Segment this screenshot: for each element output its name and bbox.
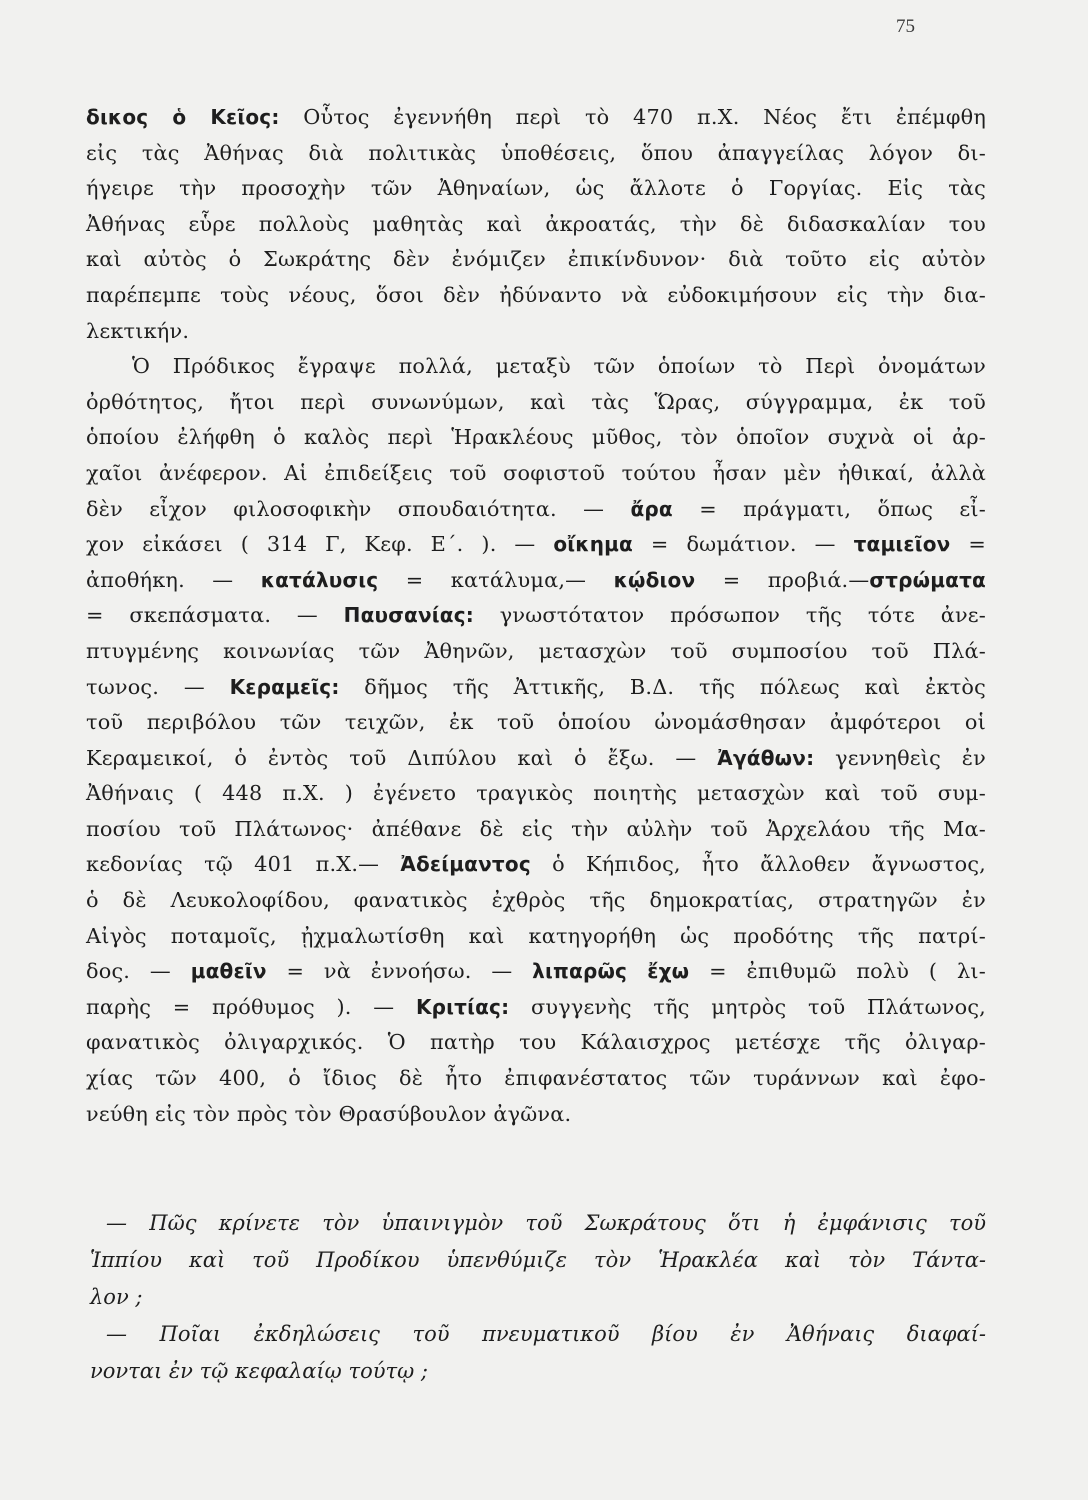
text-run: λεκτικήν.: [86, 318, 190, 343]
text-run: ὁ δὲ Λευκολοφίδου, φανατικὸς ἐχθρὸς τῆς δημοκρατίας, στρατηγῶν ἐν: [86, 888, 986, 913]
text-line: [86, 527, 986, 563]
text-line: [86, 207, 986, 243]
text-line: [86, 171, 986, 207]
text-run: δὲν εἶχον φιλοσοφικὴν σπουδαιότητα. —: [86, 496, 631, 521]
text-line: [86, 883, 986, 919]
text-line: [86, 563, 986, 599]
question-line: λον ;: [90, 1285, 143, 1309]
text-run: νεύθη εἰς τὸν πρὸς τὸν Θρασύβουλον ἀγῶνα.: [86, 1101, 572, 1126]
text-run: δῆμος τῆς Ἀττικῆς, Β.Δ. τῆς πόλεως καὶ ἐκτὸς: [339, 674, 986, 699]
text-run: Ἀθήνας εὗρε πολλοὺς μαθητὰς καὶ ἀκροατάς, τὴν δὲ διδασκαλίαν του: [86, 211, 986, 236]
text-line: [86, 919, 986, 955]
glossary-term: κῴδιον: [613, 567, 696, 592]
text-line: [86, 1097, 986, 1133]
question-line: νονται ἐν τῷ κεφαλαίῳ τούτῳ ;: [90, 1359, 428, 1383]
text-line: [86, 598, 986, 634]
text-line: [86, 634, 986, 670]
text-run: = νὰ ἐννοήσω. —: [266, 959, 533, 984]
glossary-term: κατάλυσις: [260, 567, 379, 592]
text-run: γνωστότατον πρόσωπον τῆς τότε ἀνε-: [473, 603, 986, 628]
text-line: [86, 349, 986, 385]
glossary-term: Ἀγάθων:: [717, 745, 815, 770]
question-line: — Ποῖαι ἐκδηλώσεις τοῦ πνευματικοῦ βίου ἐν Ἀθήναις διαφαί-: [106, 1322, 986, 1346]
text-line: [86, 456, 986, 492]
question-line: Ἱππίου καὶ τοῦ Προδίκου ὑπενθύμιζε τὸν Ἡρακλέα καὶ τὸν Τάντα-: [90, 1248, 986, 1272]
text-run: ήγειρε τὴν προσοχὴν τῶν Ἀθηναίων, ὡς ἄλλοτε ὁ Γοργίας. Εἰς τὰς: [86, 176, 986, 201]
text-run: κεδονίας τῷ 401 π.Χ.—: [86, 852, 401, 877]
glossary-term: δικος ὁ Κεῖος:: [86, 105, 280, 129]
text-line: [86, 136, 986, 172]
text-line: [86, 954, 986, 990]
glossary-term: Παυσανίας:: [343, 603, 474, 628]
glossary-term: ἄρα: [630, 496, 673, 521]
text-run: ὀρθότητος, ἤτοι περὶ συνωνύμων, καὶ τὰς Ὥρας, σύγγραμμα, ἐκ τοῦ: [86, 389, 986, 414]
text-run: εἰς τὰς Ἀθήνας διὰ πολιτικὰς ὑποθέσεις, ὅπου ἀπαγγείλας λόγον δι-: [86, 140, 986, 165]
text-line: [86, 1025, 986, 1061]
text-run: παρὴς = πρόθυμος ). —: [86, 994, 416, 1019]
text-line: [86, 385, 986, 421]
glossary-term: ταμιεῖον: [853, 532, 951, 557]
text-line: [86, 1061, 986, 1097]
commentary-text: [86, 100, 986, 1132]
glossary-term: στρώματα: [869, 567, 986, 592]
text-run: =: [950, 532, 987, 557]
text-line: [86, 705, 986, 741]
glossary-term: οἴκημα: [553, 532, 633, 557]
text-run: χαῖοι ἀνέφερον. Αἱ ἐπιδείξεις τοῦ σοφιστοῦ τούτου ἦσαν μὲν ἠθικαί, ἀλλὰ: [86, 460, 986, 485]
text-run: ποσίου τοῦ Πλάτωνος· ἀπέθανε δὲ εἰς τὴν αὐλὴν τοῦ Ἀρχελάου τῆς Μα-: [86, 816, 986, 841]
glossary-term: μαθεῖν: [190, 959, 267, 984]
text-line: [86, 990, 986, 1026]
text-run: πτυγμένης κοινωνίας τῶν Ἀθηνῶν, μετασχὼν τοῦ συμποσίου τοῦ Πλά-: [86, 638, 986, 663]
text-line: [86, 242, 986, 278]
text-run: συγγενὴς τῆς μητρὸς τοῦ Πλάτωνος,: [509, 994, 986, 1019]
text-run: Αἰγὸς ποταμοῖς, ᾐχμαλωτίσθη καὶ κατηγορήθη ὡς προδότης τῆς πατρί-: [86, 923, 986, 948]
text-run: = κατάλυμα,—: [378, 567, 614, 592]
text-line: [86, 100, 986, 136]
glossary-term: λιπαρῶς ἔχω: [532, 959, 690, 984]
text-line: [86, 670, 986, 706]
text-line: [86, 741, 986, 777]
text-run: = προβιά.—: [695, 567, 870, 592]
text-run: Κεραμεικοί, ὁ ἐντὸς τοῦ Διπύλου καὶ ὁ ἔξω. —: [86, 745, 718, 770]
text-line: [86, 847, 986, 883]
text-run: τοῦ περιβόλου τῶν τειχῶν, ἐκ τοῦ ὁποίου ὠνομάσθησαν ἀμφότεροι οἱ: [86, 710, 986, 735]
text-run: δος. —: [86, 959, 191, 984]
text-line: [86, 314, 986, 350]
glossary-term: Κεραμεῖς:: [229, 674, 340, 699]
text-run: καὶ αὐτὸς ὁ Σωκράτης δὲν ἐνόμιζεν ἐπικίνδυνον· διὰ τοῦτο εἰς αὐτὸν: [86, 247, 986, 272]
text-run: = σκεπάσματα. —: [86, 603, 344, 628]
text-run: Ἀθήναις ( 448 π.Χ. ) ἐγένετο τραγικὸς ποιητὴς μετασχὼν καὶ τοῦ συμ-: [86, 781, 986, 806]
text-run: γεννηθεὶς ἐν: [814, 745, 987, 770]
text-run: φανατικὸς ὀλιγαρχικός. Ὁ πατὴρ του Κάλαισχρος μετέσχε τῆς ὀλιγαρ-: [86, 1030, 986, 1055]
text-run: παρέπεμπε τοὺς νέους, ὅσοι δὲν ἠδύναντο νὰ εὐδοκιμήσουν εἰς τὴν δια-: [86, 282, 986, 307]
text-run: Οὗτος ἐγεννήθη περὶ τὸ 470 π.Χ. Νέος ἔτι ἐπέμφθη: [279, 105, 986, 129]
text-run: = δωμάτιον. —: [633, 532, 854, 557]
text-line: [86, 776, 986, 812]
text-run: ὁποίου ἐλήφθη ὁ καλὸς περὶ Ἡρακλέους μῦθος, τὸν ὁποῖον συχνὰ οἱ ἀρ-: [86, 425, 986, 450]
text-run: ἀποθήκη. —: [86, 567, 261, 592]
text-run: Ὁ Πρόδικος ἔγραψε πολλά, μεταξὺ τῶν ὁποίων τὸ Περὶ ὀνομάτων: [132, 354, 986, 379]
page-number: 75: [896, 16, 915, 37]
text-line: [86, 492, 986, 528]
text-run: τωνος. —: [86, 674, 230, 699]
text-line: [86, 812, 986, 848]
text-run: = ἐπιθυμῶ πολὺ ( λι-: [689, 959, 986, 984]
study-questions: [90, 1205, 986, 1390]
question-line: — Πῶς κρίνετε τὸν ὑπαινιγμὸν τοῦ Σωκράτους ὅτι ἡ ἐμφάνισις τοῦ: [106, 1211, 986, 1235]
text-line: [86, 420, 986, 456]
glossary-term: Κριτίας:: [415, 994, 510, 1019]
text-run: χον εἰκάσει ( 314 Γ, Κεφ. Ε΄. ). —: [86, 532, 554, 557]
text-line: [86, 278, 986, 314]
glossary-term: Ἀδείμαντος: [400, 852, 531, 877]
text-run: χίας τῶν 400, ὁ ἴδιος δὲ ἦτο ἐπιφανέστατος τῶν τυράννων καὶ ἐφο-: [86, 1066, 986, 1091]
text-run: = πράγματι, ὅπως εἶ-: [672, 496, 986, 521]
text-run: ὁ Κήπιδος, ἦτο ἄλλοθεν ἄγνωστος,: [530, 852, 986, 877]
